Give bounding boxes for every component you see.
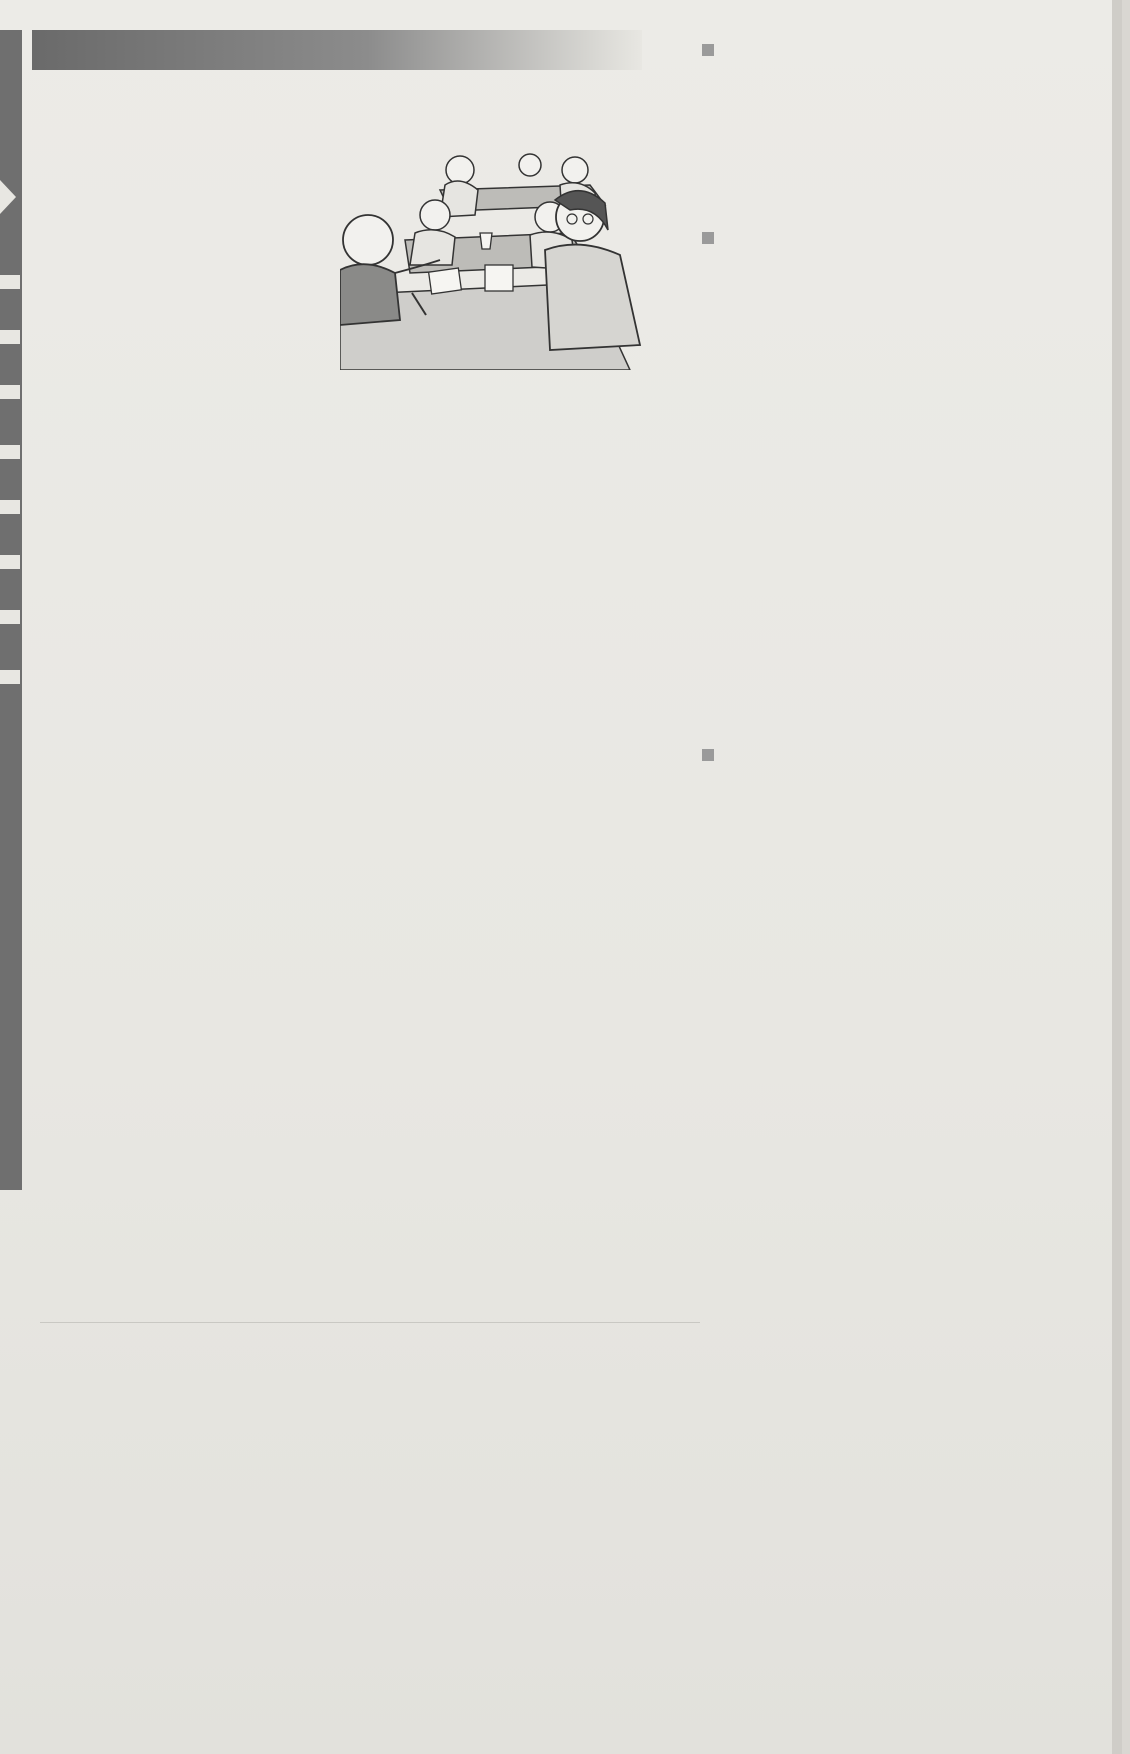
exercise-c-instruction bbox=[702, 229, 720, 248]
exercise-b-letter-icon bbox=[702, 44, 714, 56]
chevron-marker-icon bbox=[0, 180, 16, 214]
section-divider bbox=[40, 1322, 700, 1323]
exercise-d-letter-icon bbox=[702, 749, 714, 761]
spine-mark bbox=[0, 330, 20, 344]
reading-section-banner bbox=[32, 30, 642, 70]
exercise-c-letter-icon bbox=[702, 232, 714, 244]
spine-mark bbox=[0, 610, 20, 624]
spine-mark bbox=[0, 500, 20, 514]
exercise-d-instruction bbox=[702, 746, 720, 765]
spine-tab bbox=[0, 30, 22, 1190]
spine-mark bbox=[0, 670, 20, 684]
spine-mark bbox=[0, 275, 20, 289]
spine-mark bbox=[0, 385, 20, 399]
page-edge bbox=[1112, 0, 1122, 1754]
spine-mark bbox=[0, 555, 20, 569]
spine-mark bbox=[0, 445, 20, 459]
speed-shrinking-cartoon-icon bbox=[340, 145, 645, 370]
exercise-b-instruction bbox=[702, 40, 720, 60]
